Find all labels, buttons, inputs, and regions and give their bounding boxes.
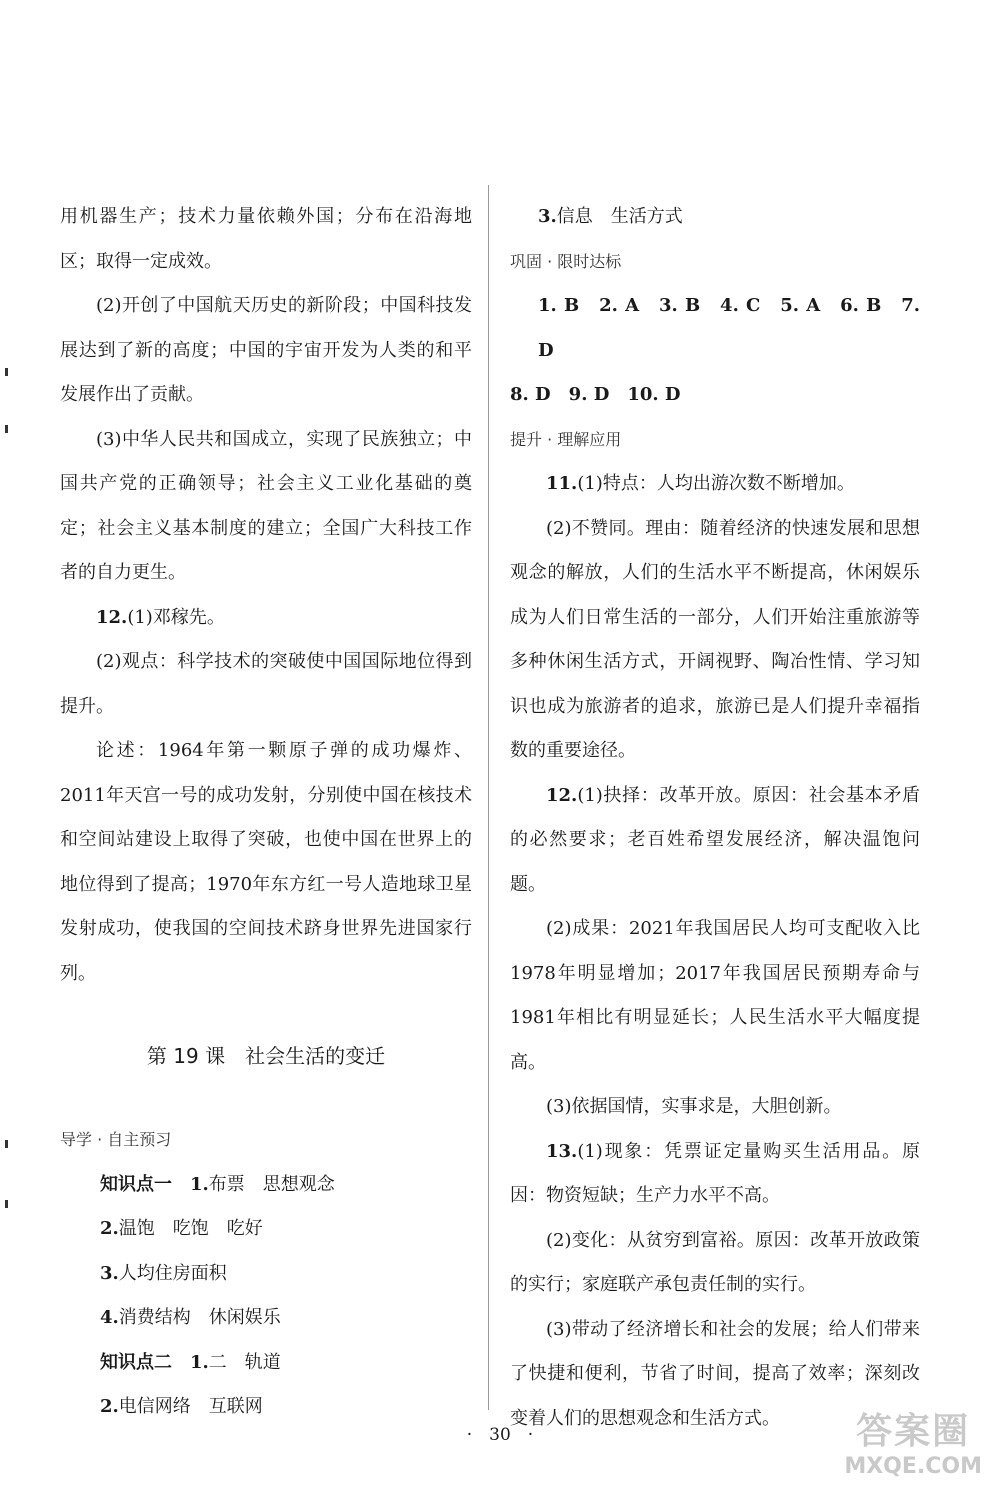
watermark-line-1: 答案圈 bbox=[856, 1411, 971, 1452]
question-13-part-1: 13.(1)现象：凭票证定量购买生活用品。原因：物资短缺；生产力水平不高。 bbox=[510, 1140, 920, 1206]
question-11-part-1: 11.(1)特点：人均出游次数不断增加。 bbox=[546, 473, 855, 494]
section-heading-improve: 提升 · 理解应用 bbox=[510, 429, 622, 449]
right-column bbox=[510, 195, 920, 1441]
watermark-line-2: MXQE.COM bbox=[844, 1454, 982, 1479]
answer-key-row-1: 1. B 2. A 3. B 4. C 5. A 6. B 7. D bbox=[538, 295, 920, 361]
knowledge-point-1-item-3: 3.人均住房面积 bbox=[100, 1262, 227, 1284]
section-heading-consolidate: 巩固 · 限时达标 bbox=[510, 251, 622, 271]
watermark-logo bbox=[844, 1403, 982, 1479]
question-12-part-2: (2)成果：2021年我国居民人均可支配收入比1978年明显增加；2017年我国居民预期寿命与1981年相比有明显延长；人民生活水平大幅度提高。 bbox=[510, 918, 920, 1073]
knowledge-point-1-item-2: 2.温饱 吃饱 吃好 bbox=[100, 1218, 263, 1239]
knowledge-point-1-item-1: 知识点一 1.布票 思想观念 bbox=[100, 1173, 335, 1195]
argument-paragraph: 论述：1964年第一颗原子弹的成功爆炸、2011年天宫一号的成功发射，分别使中国在核技术和空间站建设上取得了突破，也使中国在世界上的地位得到了提高；1970年东方红一号人造地球卫星发射成功，使我国的空间技术跻身世界先进国家行列。 bbox=[60, 740, 472, 984]
section-heading-guide: 导学 · 自主预习 bbox=[60, 1130, 172, 1149]
question-12-part-3: (3)依据国情，实事求是，大胆创新。 bbox=[546, 1096, 842, 1117]
margin-mark bbox=[5, 425, 8, 433]
left-column bbox=[60, 195, 472, 1430]
question-number: 12. bbox=[96, 606, 128, 628]
answer-paragraph: (3)中华人民共和国成立，实现了民族独立；中国共产党的正确领导；社会主义工业化基础的奠定；社会主义基本制度的建立；全国广大科技工作者的自力更生。 bbox=[60, 428, 472, 583]
question-12-part-1: 12.(1)邓稼先。 bbox=[96, 606, 225, 628]
answer-paragraph: 用机器生产；技术力量依赖外国；分布在沿海地区；取得一定成效。 bbox=[60, 206, 472, 272]
knowledge-point-2-item-1: 知识点二 1.二 轨道 bbox=[100, 1351, 281, 1373]
question-11-part-2: (2)不赞同。理由：随着经济的快速发展和思想观念的解放，人们的生活水平不断提高，休闲娱乐成为人们日常生活的一部分，人们开始注重旅游等多种休闲生活方式，开阔视野、陶冶性情、学习知识也成为旅游者的追求，旅游已是人们提升幸福指数的重要途径。 bbox=[510, 517, 920, 761]
column-divider bbox=[488, 185, 489, 1410]
knowledge-point-1-item-4: 4.消费结构 休闲娱乐 bbox=[100, 1307, 281, 1328]
margin-mark bbox=[5, 1200, 8, 1208]
question-13-part-3: (3)带动了经济增长和社会的发展；给人们带来了快捷和便利，节省了时间，提高了效率；深刻改变着人们的思想观念和生活方式。 bbox=[510, 1318, 920, 1429]
margin-mark bbox=[5, 368, 8, 376]
knowledge-point-2-item-2: 2.电信网络 互联网 bbox=[100, 1396, 263, 1417]
knowledge-point-2-item-3: 3.信息 生活方式 bbox=[538, 206, 683, 227]
answer-paragraph: (2)开创了中国航天历史的新阶段；中国科技发展达到了新的高度；中国的宇宙开发为人类的和平发展作出了贡献。 bbox=[60, 295, 472, 405]
answer-key-row-2: 8. D 9. D 10. D bbox=[510, 384, 681, 405]
lesson-title: 第 19 课 社会生活的变迁 bbox=[146, 1044, 386, 1068]
margin-mark bbox=[5, 1140, 8, 1148]
question-13-part-2: (2)变化：从贫穷到富裕。原因：改革开放政策的实行；家庭联产承包责任制的实行。 bbox=[510, 1229, 920, 1295]
question-12-part-2: (2)观点：科学技术的突破使中国国际地位得到提升。 bbox=[60, 651, 472, 717]
page-number: · 30 · bbox=[466, 1425, 534, 1445]
question-12-part-1: 12.(1)抉择：改革开放。原因：社会基本矛盾的必然要求；老百姓希望发展经济，解决温饱问题。 bbox=[510, 784, 920, 895]
